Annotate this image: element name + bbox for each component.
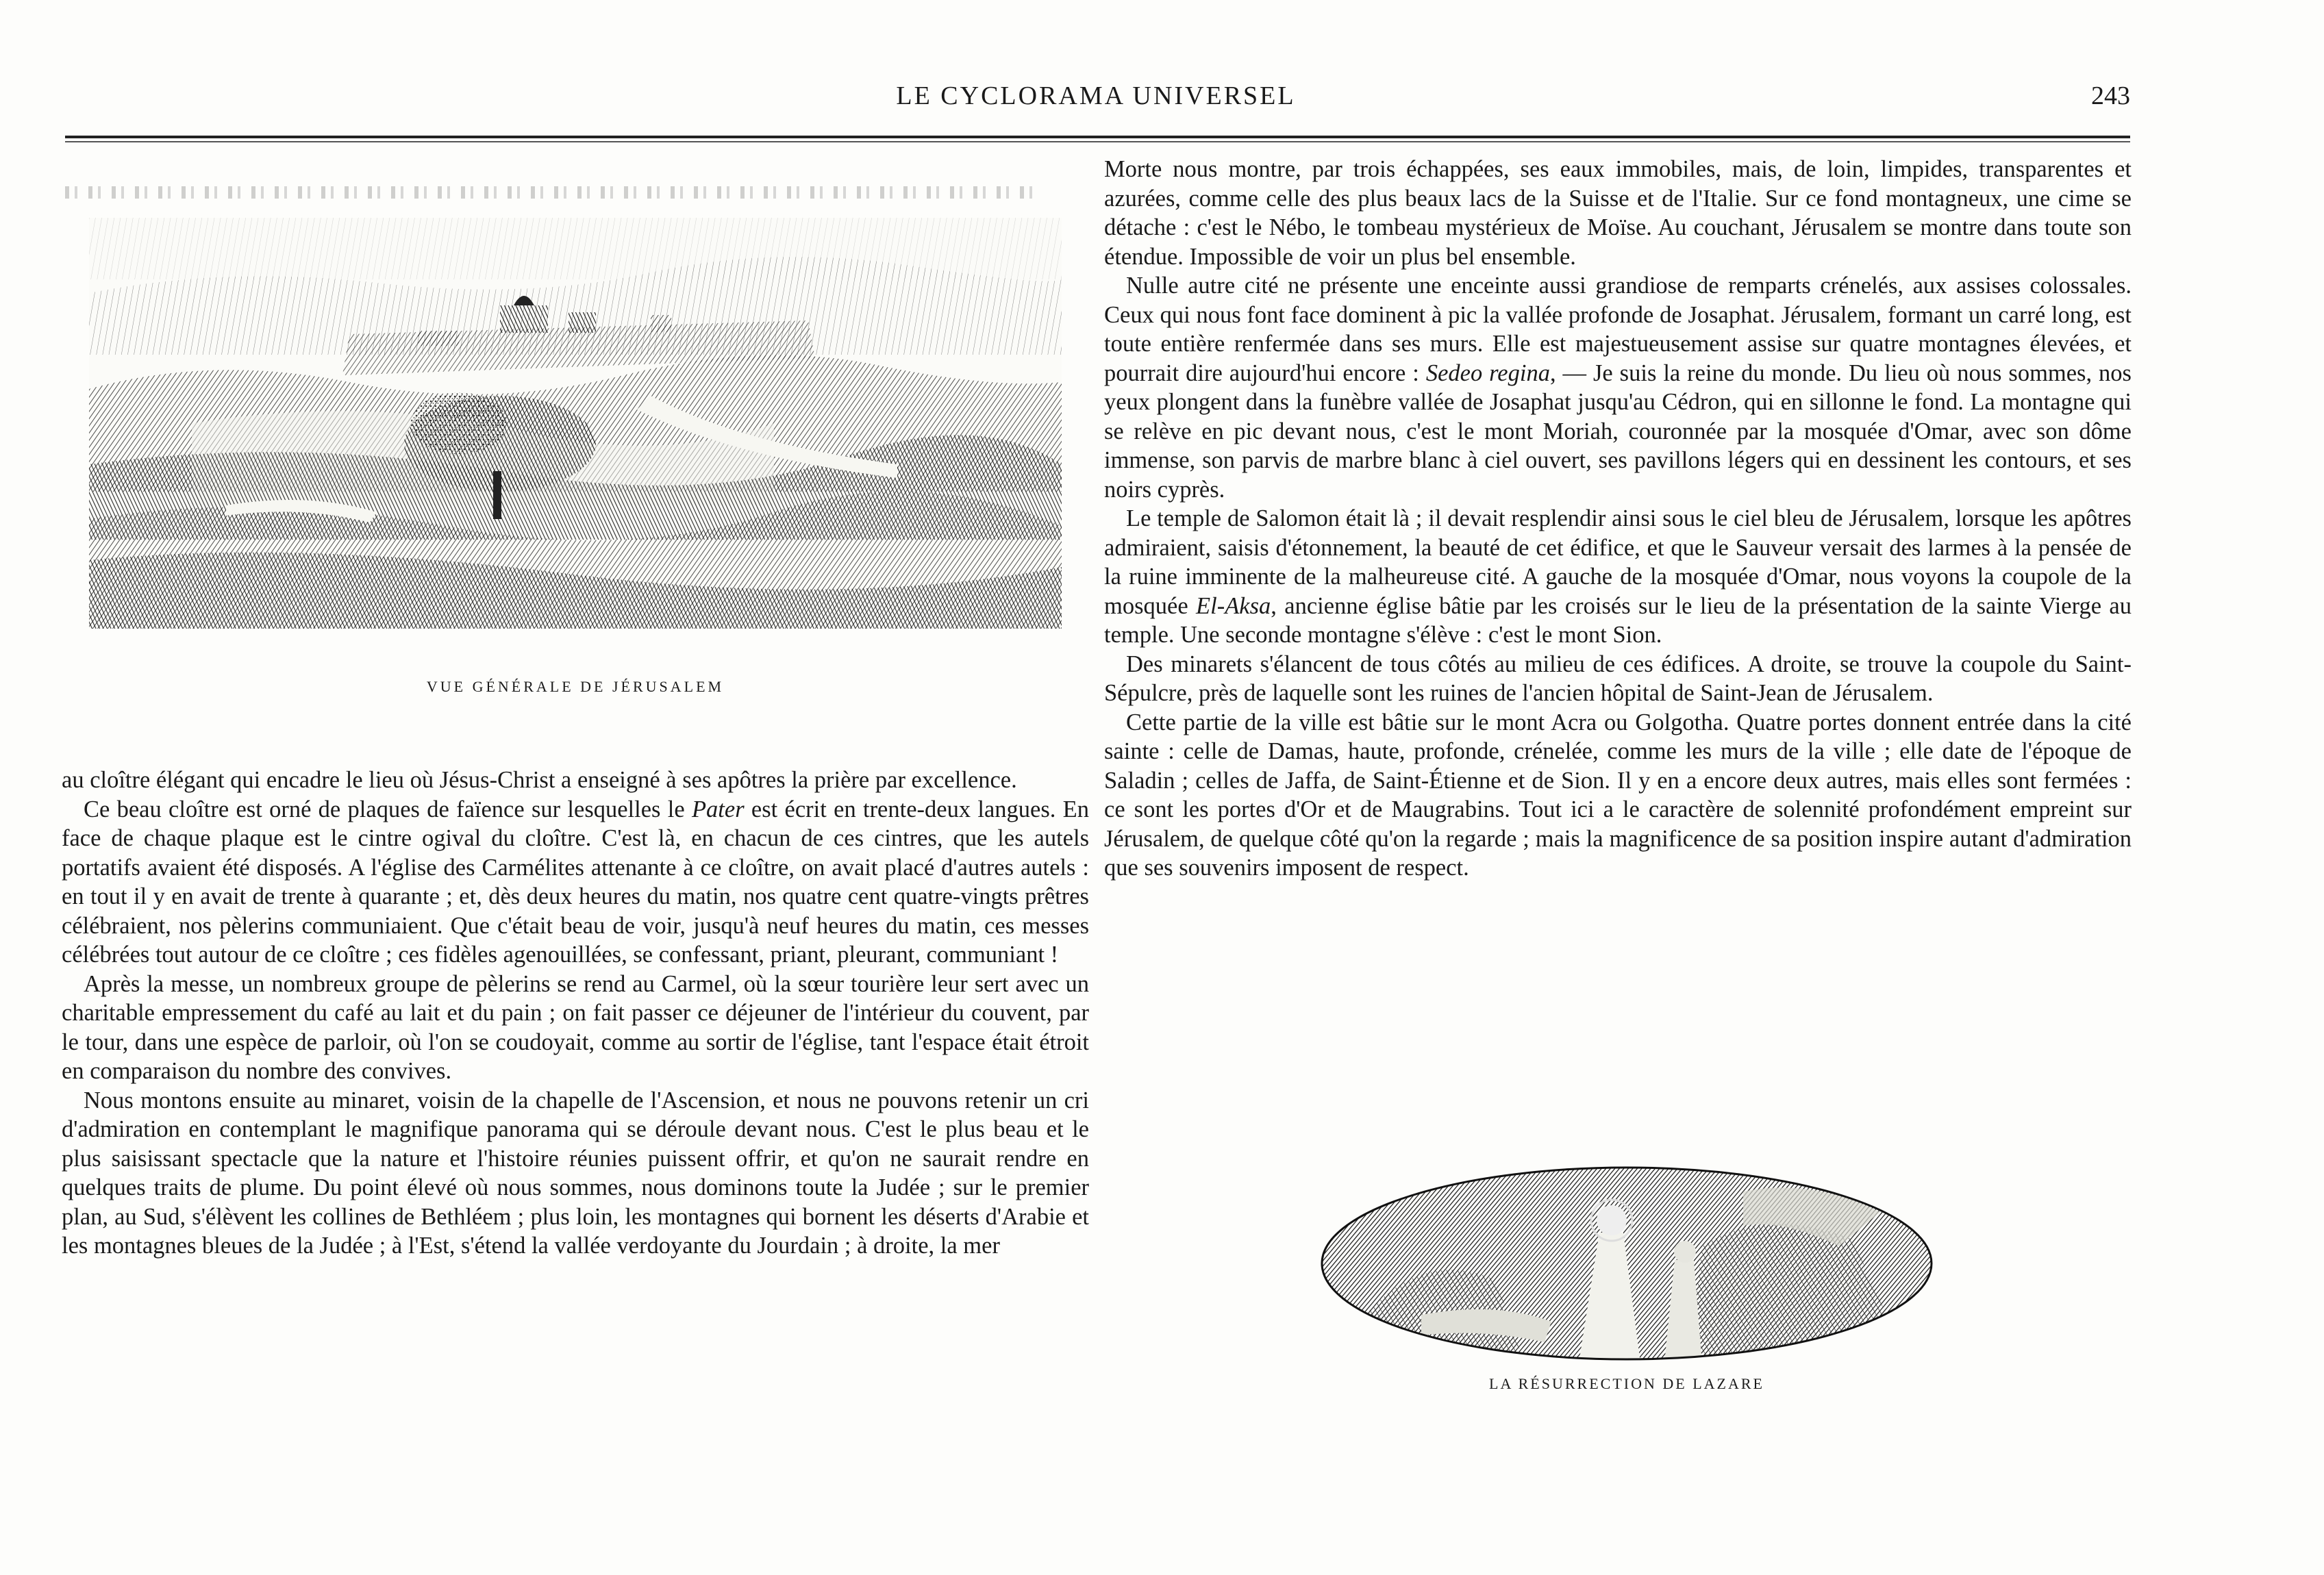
bleed-through-text: [65, 186, 1038, 199]
page-header: [62, 81, 2130, 122]
left-paragraph: Ce beau cloître est orné de plaques de faïence sur lesquelles le Pater est écrit en trente-deux langues. En face de chaque plaque est le cintre ogival du cloître. C'est là, en chacun de ces cintres, que les autels portatifs avaient été disposés. A l'église des Carmélites attenante à ce cloître, on avait placé d'autres autels : en tout il y en avait de trente à quarante ; et, dès deux heures du matin, nos quatre cent quatre-vingts prêtres célébraient, nos pèlerins communiaient. Que c'était beau de voir, jusqu'à neuf heures du matin, ces messes célébrées tout autour de ce cloître ; ces fidèles agenouillées, se confessant, priant, pleurant, communiant !: [62, 796, 1090, 968]
right-paragraph: Des minarets s'élancent de tous côtés au milieu de ces édifices. A droite, se trouve la coupole du Saint-Sépulcre, près de laquelle sont les ruines de l'ancien hôpital de Saint-Jean de Jérusalem.: [1104, 651, 2132, 706]
right-paragraph: Cette partie de la ville est bâtie sur le mont Acra ou Golgotha. Quatre portes donnent entrée dans la cité sainte : celle de Damas, haute, profonde, crénelée, comme les murs de la ville ; elle date de l'époque de Saladin ; celles de Jaffa, de Saint-Étienne et de Sion. Il y en a encore deux autres, mais elles sont fermées : ce sont les portes d'Or et de Maugrabins. Tout ici a le caractère de solennité profondément empreint sur Jérusalem, de quelque côté qu'on la regarde ; mais la magnificence de sa position inspire autant d'admiration que ses souvenirs imposent de respect.: [1104, 709, 2132, 881]
lazarus-engraving: [1319, 1164, 1935, 1363]
right-paragraph: Morte nous montre, par trois échappées, ses eaux immobiles, mais, de loin, limpides, transparentes et azurées, comme celle des plus beaux lacs de la Suisse et de l'Italie. Sur ce fond montagneux, une cime se détache : c'est le Nébo, le tombeau mystérieux de Moïse. Au couchant, Jérusalem se montre dans toute son étendue. Impossible de voir un plus bel ensemble.: [1104, 156, 2132, 270]
header-rule: [65, 136, 2130, 138]
italic-term: Pater: [691, 796, 745, 822]
right-paragraph: Nulle autre cité ne présente une enceinte aussi grandiose de remparts crénelés, aux assises colossales. Ceux qui nous font face dominent à pic la vallée profonde de Josaphat. Jérusalem, formant un carré long, est toute entière renfermée dans ses murs. Elle est majestueusement assise sur quatre montagnes élevées, et pourrait dire aujourd'hui encore : Sedeo regina, — Je suis la reine du monde. Du lieu où nous sommes, nos yeux plongent dans la funèbre vallée de Josaphat jusqu'au Cédron, qui en sillonne le fond. La montagne qui se relève en pic devant nous, c'est le mont Moriah, couronnée par la mosquée d'Omar, avec son dôme immense, son parvis de marbre blanc à ciel ouvert, ses pavillons légers qui en dessinent les contours, et ses noirs cyprès.: [1104, 273, 2132, 503]
header-rule-thin: [65, 141, 2130, 142]
jerusalem-caption: VUE GÉNÉRALE DE JÉRUSALEM: [426, 678, 725, 695]
lazarus-caption: LA RÉSURRECTION DE LAZARE: [1489, 1375, 1764, 1392]
page-number: 243: [2091, 81, 2130, 110]
italic-term: El-Aksa: [1196, 592, 1271, 619]
running-title: LE CYCLORAMA UNIVERSEL: [896, 81, 1296, 110]
left-paragraph: au cloître élégant qui encadre le lieu où Jésus-Christ a enseigné à ses apôtres la prière par excellence.: [62, 767, 1017, 793]
left-paragraph: Après la messe, un nombreux groupe de pèlerins se rend au Carmel, où la sœur tourière leur sert avec un charitable empressement du café au lait et du pain ; on fait passer ce déjeuner de l'intérieur du couvent, par le tour, dans une espèce de parloir, où l'on se coudoyait, comme au sortir de l'église, tant l'espace était étroit en comparaison du nombre des convives.: [62, 970, 1089, 1084]
right-column: [1104, 155, 2132, 883]
jerusalem-engraving: [89, 218, 1062, 629]
left-column: [62, 766, 1089, 1261]
left-paragraph: Nous montons ensuite au minaret, voisin de la chapelle de l'Ascension, et nous ne pouvons retenir un cri d'admiration en contemplant le magnifique panorama qui se déroule devant nous. C'est le plus beau et le plus saisissant spectacle que la nature et l'histoire réunies puissent offrir, et qu'on ne saurait rendre en quelques traits de plume. Du point élevé où nous sommes, nous dominons toute la Judée ; sur le premier plan, au Sud, s'élèvent les collines de Bethléem ; plus loin, les montagnes qui bornent les déserts d'Arabie et les montagnes bleues de la Judée ; à l'Est, s'étend la vallée verdoyante du Jourdain ; à droite, la mer: [62, 1087, 1089, 1259]
right-paragraph: Le temple de Salomon était là ; il devait resplendir ainsi sous le ciel bleu de Jérusalem, lorsque les apôtres admiraient, saisis d'étonnement, la beauté de cet édifice, et que le Sauveur versait des larmes à la pensée de la ruine imminente de la malheureuse cité. A gauche de la mosquée d'Omar, nous voyons la coupole de la mosquée El-Aksa, ancienne église bâtie par les croisés sur le lieu de la présentation de la sainte Vierge au temple. Une seconde montagne s'élève : c'est le mont Sion.: [1104, 505, 2132, 648]
italic-term: Sedeo regina: [1425, 360, 1550, 386]
